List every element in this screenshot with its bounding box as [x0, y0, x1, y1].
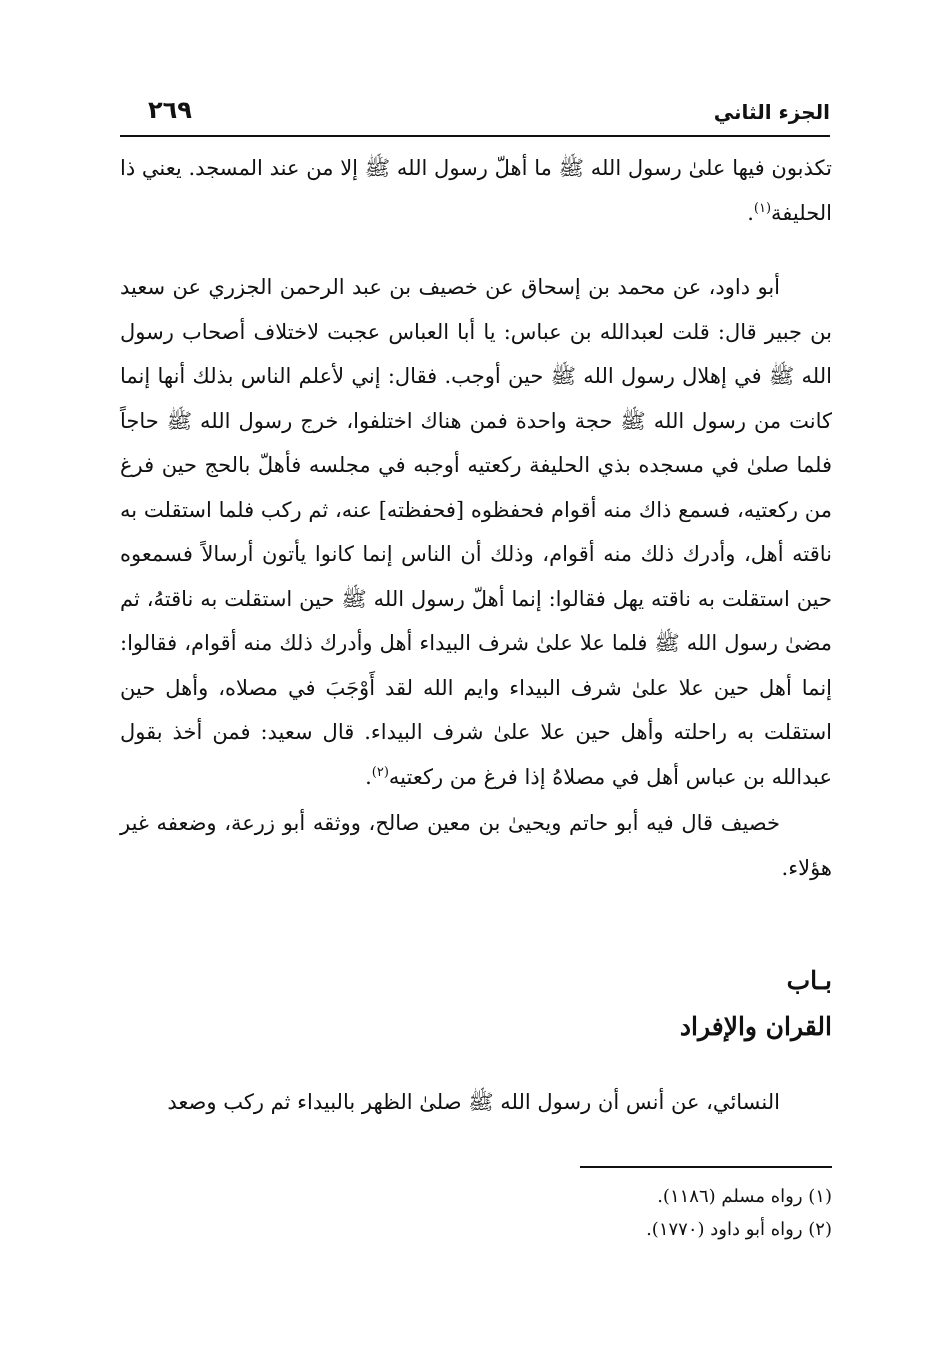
page-header — [120, 96, 830, 136]
chapter-title: القران والإفراد — [679, 1012, 832, 1041]
footnote-ref-1[interactable]: (١) — [753, 200, 772, 216]
footnote-2: (٢) رواه أبو داود (١٧٧٠). — [646, 1219, 832, 1240]
paragraph-1-text: تكذبون فيها علىٰ رسول الله ﷺ ما أهلّ رسول الله ﷺ إلا من عند المسجد. يعني ذا الحليفة — [120, 156, 832, 225]
paragraph-3: خصيف قال فيه أبو حاتم ويحيىٰ بن معين صالح، ووثقه أبو زرعة، وضعفه غير هؤلاء. — [120, 811, 832, 880]
paragraph-2-end: . — [365, 764, 372, 789]
spacer — [120, 890, 832, 958]
footnotes — [300, 1180, 832, 1246]
chapter-label: بـاب — [786, 966, 832, 995]
paragraph-4: النسائي، عن أنس أن رسول الله ﷺ صلىٰ الظهر بالبيداء ثم ركب وصعد — [167, 1090, 780, 1114]
main-text — [120, 146, 832, 1125]
footnote-ref-2[interactable]: (٢) — [371, 764, 389, 780]
footnote-rule — [580, 1166, 832, 1168]
page-number: ٢٦٩ — [148, 96, 192, 124]
paragraph-1 — [120, 146, 832, 235]
footnote-1: (١) رواه مسلم (١١٨٦). — [657, 1186, 832, 1207]
running-head: الجزء الثاني — [713, 100, 830, 124]
paragraph-2 — [120, 265, 832, 799]
paragraph-1-end: . — [747, 200, 754, 225]
spacer — [120, 1050, 832, 1080]
spacer — [120, 235, 832, 265]
paragraph-2-text: أبو داود، عن محمد بن إسحاق عن خصيف بن عبد الرحمن الجزري عن سعيد بن جبير قال: قلت لعبدالله بن عباس: يا أبا العباس عجبت لاختلاف أصحاب رسول الله ﷺ في إهلال رسول الله ﷺ حين أوجب. فقال: إني لأعلم الناس بذلك أنها إنما كانت من رسول الله ﷺ حجة واحدة فمن هناك اختلفوا، خرج رسول الله ﷺ حاجاً فلما صلىٰ في مسجده بذي الحليفة ركعتيه أوجبه في مجلسه فأهلّ بالحج حين فرغ من ركعتيه، فسمع ذاك منه أقوام فحفظوه [فحفظته] عنه، ثم ركب فلما استقلت به ناقته أهل، وأدرك ذلك منه أقوام، وذلك أن الناس إنما كانوا يأتون أرسالاً فسمعوه حين استقلت به ناقته يهل فقالوا: إنما أهلّ رسول الله ﷺ حين استقلت به ناقتهُ، ثم مضىٰ رسول الله ﷺ فلما علا علىٰ شرف البيداء أهل وأدرك ذلك منه أقوام، فقالوا: إنما أهل حين علا علىٰ شرف البيداء وايم الله لقد أَوْجَبَ في مصلاه، وأهل حين استقلت به راحلته وأهل حين علا علىٰ شرف البيداء. قال سعيد: فمن أخذ بقول عبدالله بن عباس أهل في مصلاهُ إذا فرغ من ركعتيه — [120, 275, 832, 789]
header-rule — [120, 135, 830, 137]
